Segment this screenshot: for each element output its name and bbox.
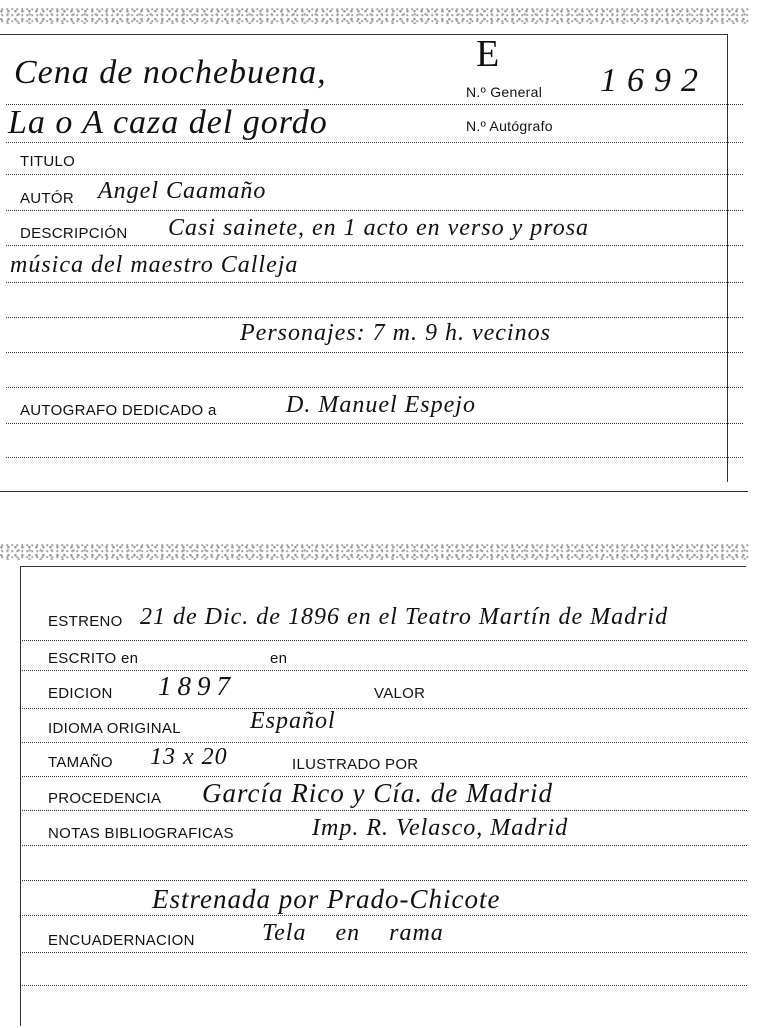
- autor-value: Angel Caamaño: [98, 178, 267, 204]
- descripcion-value-line2: música del maestro Calleja: [10, 252, 299, 278]
- no-autografo-label: N.º Autógrafo: [466, 118, 553, 134]
- edicion-label: EDICION: [48, 685, 113, 702]
- rule: [20, 880, 747, 881]
- descripcion-label: DESCRIPCIÓN: [20, 225, 128, 242]
- procedencia-value: García Rico y Cía. de Madrid: [202, 778, 553, 808]
- card-right-border: [727, 34, 728, 482]
- ilustrado-label: ILUSTRADO POR: [292, 756, 419, 773]
- escrito-en-label: en: [270, 650, 288, 667]
- rule: [6, 142, 743, 143]
- rule: [6, 282, 743, 283]
- rule: [20, 985, 747, 986]
- tamano-label: TAMAÑO: [48, 754, 113, 771]
- estreno-label: ESTRENO: [48, 613, 123, 630]
- rule: [20, 708, 747, 709]
- rule: [6, 352, 743, 353]
- valor-label: VALOR: [374, 685, 426, 702]
- estreno-value: 21 de Dic. de 1896 en el Teatro Martín de Madrid: [140, 604, 669, 630]
- card-top-border: [0, 34, 728, 35]
- rule: [20, 640, 747, 641]
- rule: [20, 742, 747, 743]
- rule: [6, 457, 743, 458]
- titulo-label: TITULO: [20, 153, 76, 170]
- idioma-label: IDIOMA ORIGINAL: [48, 720, 181, 737]
- idioma-value: Español: [250, 708, 336, 734]
- rule: [20, 670, 747, 671]
- card-top-edge: [0, 544, 749, 560]
- edicion-value: 1897: [158, 671, 236, 701]
- notas-label: NOTAS BIBLIOGRAFICAS: [48, 825, 234, 842]
- autor-label: AUTÓR: [20, 190, 74, 207]
- card-bottom-border: [0, 491, 748, 492]
- rule: [6, 317, 743, 318]
- no-general-label: N.º General: [466, 84, 543, 100]
- procedencia-label: PROCEDENCIA: [48, 790, 162, 807]
- title-line1: Cena de nochebuena,: [14, 54, 327, 91]
- rule: [6, 210, 743, 211]
- card-top-border: [20, 566, 746, 567]
- encuadernacion-value: Tela en rama: [262, 920, 444, 946]
- card-left-border: [20, 566, 21, 1026]
- corner-mark: E: [476, 33, 501, 75]
- descripcion-value-line1: Casi sainete, en 1 acto en verso y prosa: [168, 215, 590, 241]
- catalog-card-bottom: [0, 540, 759, 1028]
- autografo-value: D. Manuel Espejo: [286, 392, 476, 418]
- rule: [20, 845, 747, 846]
- estrenada-value: Estrenada por Prado-Chicote: [152, 884, 501, 914]
- autografo-label: AUTOGRAFO DEDICADO a: [20, 402, 217, 419]
- catalog-card-top: [0, 0, 759, 500]
- rule: [6, 245, 743, 246]
- rule: [20, 810, 747, 811]
- encuadernacion-label: ENCUADERNACION: [48, 932, 195, 949]
- tamano-value: 13 x 20: [150, 744, 228, 770]
- rule: [20, 952, 747, 953]
- card-top-edge: [0, 8, 749, 24]
- rule: [20, 776, 747, 777]
- no-general-value: 1692: [600, 62, 708, 99]
- title-line2: La o A caza del gordo: [8, 104, 328, 141]
- rule: [20, 915, 747, 916]
- personajes-value: Personajes: 7 m. 9 h. vecinos: [240, 320, 551, 346]
- escrito-label: ESCRITO en: [48, 650, 139, 667]
- rule: [6, 423, 743, 424]
- rule: [6, 387, 743, 388]
- notas-value: Imp. R. Velasco, Madrid: [312, 815, 569, 841]
- rule: [6, 174, 743, 175]
